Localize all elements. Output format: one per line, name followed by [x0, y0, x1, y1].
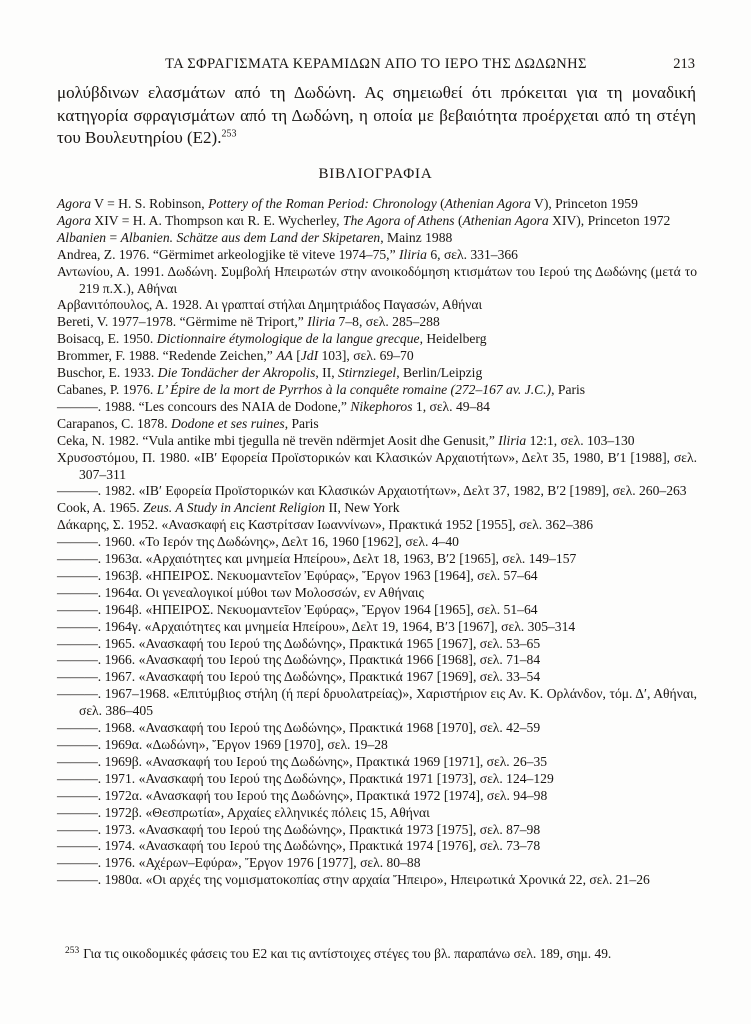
intro-paragraph [57, 82, 696, 150]
entry-text: , Berlin/Leipzig [396, 365, 483, 381]
entry-text: ———. 1988. “Les concours des NAIA de Dodone,” [57, 398, 351, 414]
entry-title-italic: Iliria [307, 314, 336, 330]
entry-text: ———. 1969β. «Ανασκαφή του Ιερού της Δωδώνης», Πρακτικά 1969 [1971], σελ. 26–35 [57, 753, 548, 769]
bibliography-entry [57, 788, 697, 805]
entry-text: = [106, 229, 121, 245]
bibliography-entry [57, 585, 697, 602]
entry-text: 7–8, σελ. 285–288 [335, 314, 440, 330]
entry-title-italic: Iliria [498, 432, 527, 448]
bibliography-entry [57, 382, 697, 399]
bibliography-entry [57, 331, 697, 348]
entry-text: ———. 1973. «Ανασκαφή του Ιερού της Δωδώνης», Πρακτικά 1973 [1975], σελ. 87–98 [57, 821, 541, 837]
entry-title-italic: Die Tondächer der Akropolis [157, 365, 316, 381]
bibliography-entry [57, 720, 697, 737]
entry-title-italic: Pottery of the Roman Period: Chronology [208, 196, 437, 211]
entry-text: ———. 1966. «Ανασκαφή του Ιερού της Δωδώνης», Πρακτικά 1966 [1968], σελ. 71–84 [57, 652, 541, 668]
entry-text: ———. 1967. «Ανασκαφή του Ιερού της Δωδώνης», Πρακτικά 1967 [1969], σελ. 33–54 [57, 669, 541, 685]
entry-text: Brommer, F. 1988. “Redende Zeichen,” [57, 348, 277, 364]
entry-title-italic: Athenian Agora [462, 212, 549, 228]
entry-text: ———. 1982. «ΙΒ′ Εφορεία Προϊστορικών και Κλασικών Αρχαιοτήτων», Δελτ 37, 1982, Β′2 [1989], σελ. 260–263 [57, 483, 687, 499]
entry-title-italic: Nikephoros [350, 398, 413, 414]
bibliography-entry [57, 534, 697, 551]
entry-text: ( [436, 196, 445, 211]
entry-title-italic: AA [276, 348, 293, 364]
bibliography-heading: ΒΙΒΛΙΟΓΡΑΦΙΑ [318, 166, 433, 182]
bibliography-entry [57, 365, 697, 382]
bibliography-entry [57, 619, 697, 636]
bibliography-entry [57, 483, 697, 500]
bibliography-entry [57, 754, 697, 771]
entry-text: Αντωνίου, Α. 1991. Δωδώνη. Συμβολή Ηπειρωτών στην ανοικοδόμηση κτισμάτων του Ιερού της Δωδώνης (μετά το 219 π.Χ.), Αθήναι [57, 263, 697, 296]
entry-text: ———. 1969α. «Δωδώνη», Ἔργον 1969 [1970], σελ. 19–28 [57, 737, 388, 752]
entry-text: Andrea, Z. 1976. “Gërmimet arkeologjike të viteve 1974–75,” [57, 246, 400, 262]
entry-title-italic: Dictionnaire étymologique de la langue grecque [156, 331, 420, 347]
bibliography-entry [57, 855, 697, 872]
entry-text: XIV), Princeton 1972 [548, 212, 671, 228]
bibliography-entry [57, 297, 697, 314]
bibliography-entry [57, 669, 697, 686]
entry-text: Buschor, E. 1933. [57, 365, 158, 381]
footnote [57, 945, 697, 962]
bibliography-entry [57, 196, 697, 213]
bibliography-entry [57, 636, 697, 653]
bibliography-entry [57, 568, 697, 585]
entry-text: , Heidelberg [419, 331, 487, 347]
entry-title-italic: Dodone et ses ruines [171, 415, 285, 431]
bibliography-entry [57, 416, 697, 433]
entry-text: Ceka, N. 1982. “Vula antike mbi tjegulla në trevën ndërmjet Aosit dhe Genusit,” [57, 432, 499, 448]
entry-text: ———. 1972β. «Θεσπρωτία», Αρχαίες ελληνικές πόλεις 15, Αθήναι [57, 804, 430, 820]
bibliography-entry [57, 652, 697, 669]
entry-text: ( [454, 212, 463, 228]
entry-text: ———. 1960. «Το Ιερόν της Δωδώνης», Δελτ 16, 1960 [1962], σελ. 4–40 [57, 534, 459, 550]
entry-title-italic: Agora [57, 196, 91, 211]
bibliography-entry [57, 247, 697, 264]
footnote-reference: 253 [221, 128, 237, 140]
bibliography-entry [57, 872, 697, 889]
bibliography-entry [57, 213, 697, 230]
bibliography-list [57, 196, 697, 889]
bibliography-entry [57, 264, 697, 298]
bibliography-entry [57, 771, 697, 788]
page-number: 213 [673, 56, 695, 72]
entry-text: Cook, A. 1965. [57, 500, 144, 516]
entry-text: 1, σελ. 49–84 [412, 398, 490, 414]
entry-text: ———. 1964α. Οι γενεαλογικοί μύθοι των Μολοσσών, εν Αθήναις [57, 584, 424, 600]
entry-text: Cabanes, P. 1976. [57, 381, 157, 397]
intro-text: μολύβδινων ελασμάτων από τη Δωδώνη. Ας σημειωθεί ότι πρόκειται για τη μοναδική κατηγορία σφραγισμάτων από τη Δωδώνη, η οποία με βεβαιότητα προέρχεται από τη στέγη του Βουλευτηρίου (Ε2). [57, 83, 696, 148]
entry-title-italic: Iliria [399, 246, 427, 262]
entry-text: Bereti, V. 1977–1978. “Gërmime në Triport,” [57, 314, 308, 330]
entry-text: , Mainz 1988 [380, 229, 453, 245]
entry-title-italic: Athenian Agora [444, 196, 531, 211]
entry-text: , II, [315, 365, 339, 381]
bibliography-entry [57, 500, 697, 517]
entry-text: ———. 1964β. «ΗΠΕΙΡΟΣ. Νεκυομαντεῖον Ἐφύρας», Ἔργον 1964 [1965], σελ. 51–64 [57, 601, 538, 617]
entry-text: ———. 1976. «Αχέρων–Εφύρα», Ἔργον 1976 [1977], σελ. 80–88 [57, 855, 421, 871]
entry-text: ———. 1964γ. «Αρχαιότητες και μνημεία Ηπείρου», Δελτ 19, 1964, Β′3 [1967], σελ. 305–314 [57, 618, 576, 634]
entry-text: Δάκαρης, Σ. 1952. «Ανασκαφή εις Καστρίτσαν Ιωαννίνων», Πρακτικά 1952 [1955], σελ. 362–386 [57, 517, 594, 533]
bibliography-entry [57, 686, 697, 720]
entry-title-italic: Albanien. Schätze aus dem Land der Skipetaren [120, 229, 381, 245]
entry-text: 6, σελ. 331–366 [426, 246, 518, 262]
entry-text: Αρβανιτόπουλος, Α. 1928. Αι γραπταί στήλαι Δημητριάδος Παγασών, Αθήναι [57, 297, 483, 313]
entry-text: ———. 1972α. «Ανασκαφή του Ιερού της Δωδώνης», Πρακτικά 1972 [1974], σελ. 94–98 [57, 787, 548, 803]
entry-text: ———. 1967–1968. «Επιτύμβιος στήλη (ή περί δρυολατρείας)», Χαριστήριον εις Αν. Κ. Ορλάνδον, τόμ. Δ′, Αθήναι, σελ. 386–405 [57, 686, 697, 719]
entry-text: [ [292, 348, 301, 364]
entry-text: ———. 1963α. «Αρχαιότητες και μνημεία Ηπείρου», Δελτ 18, 1963, Β′2 [1965], σελ. 149–157 [57, 551, 577, 567]
entry-title-italic: L’ Épire de la mort de Pyrrhos à la conquête romaine (272–167 av. J.C.) [156, 381, 552, 397]
bibliography-entry [57, 348, 697, 365]
entry-text: ———. 1971. «Ανασκαφή του Ιερού της Δωδώνης», Πρακτικά 1971 [1973], σελ. 124–129 [57, 770, 554, 786]
entry-title-italic: Agora [57, 212, 91, 228]
entry-title-italic: The Agora of Athens [342, 212, 455, 228]
bibliography-entry [57, 517, 697, 534]
footnote-number: 253 [65, 945, 80, 956]
entry-text: ———. 1963β. «ΗΠΕΙΡΟΣ. Νεκυομαντεῖον Ἐφύρας», Ἔργον 1963 [1964], σελ. 57–64 [57, 567, 538, 583]
bibliography-entry [57, 551, 697, 568]
entry-text: ———. 1980α. «Οι αρχές της νομισματοκοπίας στην αρχαία Ἤπειρο», Ηπειρωτικά Χρονικά 22, σελ. 21–26 [57, 872, 650, 888]
bibliography-entry [57, 450, 697, 484]
entry-text: ———. 1968. «Ανασκαφή του Ιερού της Δωδώνης», Πρακτικά 1968 [1970], σελ. 42–59 [57, 720, 541, 736]
bibliography-entry [57, 314, 697, 331]
entry-text: V = H. S. Robinson, [90, 196, 209, 211]
entry-title-italic: JdI [300, 348, 319, 364]
entry-title-italic: Stirnziegel [338, 365, 397, 381]
entry-text: , Paris [551, 381, 586, 397]
bibliography-entry [57, 399, 697, 416]
entry-text: , Paris [284, 415, 319, 431]
entry-text: V), Princeton 1959 [530, 196, 638, 211]
bibliography-entry [57, 822, 697, 839]
entry-text: 103], σελ. 69–70 [318, 348, 414, 364]
bibliography-entry [57, 433, 697, 450]
entry-text: II, New York [325, 500, 400, 516]
bibliography-entry [57, 230, 697, 247]
entry-title-italic: Albanien [57, 229, 107, 245]
running-title: ΤΑ ΣΦΡΑΓΙΣΜΑΤΑ ΚΕΡΑΜΙΔΩΝ ΑΠΟ ΤΟ ΙΕΡΟ ΤΗΣ ΔΩΔΩΝΗΣ [165, 56, 587, 72]
bibliography-entry [57, 805, 697, 822]
bibliography-entry [57, 838, 697, 855]
page-header [57, 56, 695, 73]
entry-text: ———. 1974. «Ανασκαφή του Ιερού της Δωδώνης», Πρακτικά 1974 [1976], σελ. 73–78 [57, 838, 541, 854]
entry-text: 12:1, σελ. 103–130 [526, 432, 635, 448]
entry-text: XIV = H. A. Thompson και R. E. Wycherley, [90, 212, 343, 228]
entry-text: Χρυσοστόμου, Π. 1980. «ΙΒ′ Εφορεία Προϊστορικών και Κλασικών Αρχαιοτήτων», Δελτ 35, 1980, Β′1 [1988], σελ. 307–311 [57, 449, 697, 482]
bibliography-entry [57, 602, 697, 619]
bibliography-entry [57, 737, 697, 754]
entry-text: Carapanos, C. 1878. [57, 415, 172, 431]
entry-text: ———. 1965. «Ανασκαφή του Ιερού της Δωδώνης», Πρακτικά 1965 [1967], σελ. 53–65 [57, 635, 541, 651]
footnote-text: Για τις οικοδομικές φάσεις του Ε2 και τις αντίστοιχες στέγες του βλ. παραπάνω σελ. 189, σημ. 49. [83, 946, 612, 961]
entry-title-italic: Zeus. A Study in Ancient Religion [143, 500, 326, 516]
entry-text: Boisacq, E. 1950. [57, 331, 157, 347]
